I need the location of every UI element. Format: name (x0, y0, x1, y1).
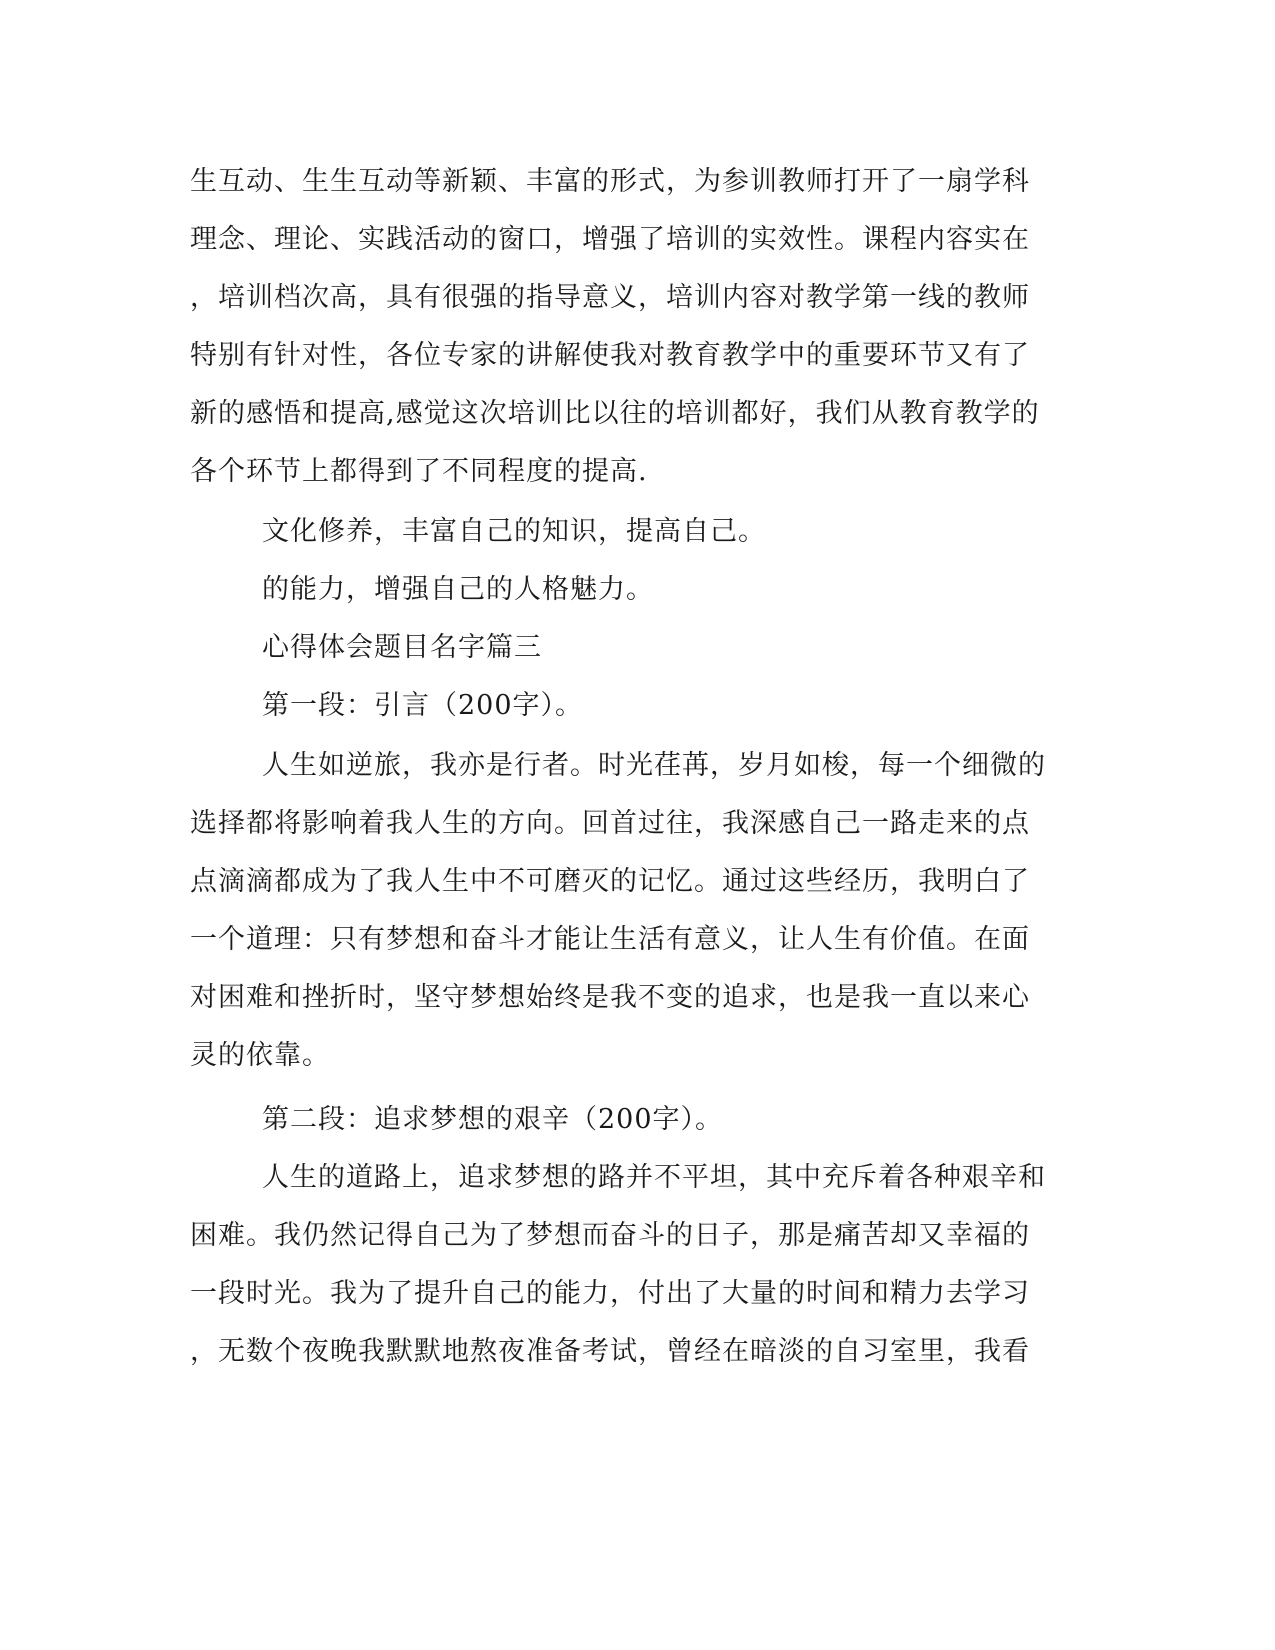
text-line: 理念、理论、实践活动的窗口，增强了培训的实效性。课程内容实在 (190, 224, 1030, 255)
text-line: 生互动、生生互动等新颖、丰富的形式，为参训教师打开了一扇学科 (190, 166, 1030, 197)
section-heading: 第一段：引言（200字）。 (262, 690, 584, 721)
text-line: ，无数个夜晚我默默地熬夜准备考试，曾经在暗淡的自习室里，我看 (190, 1336, 1030, 1367)
text-line: 一个道理：只有梦想和奋斗才能让生活有意义，让人生有价值。在面 (190, 924, 1030, 955)
text-line: 对困难和挫折时，坚守梦想始终是我不变的追求，也是我一直以来心 (190, 982, 1030, 1013)
text-line: 新的感悟和提高,感觉这次培训比以往的培训都好，我们从教育教学的 (190, 398, 1040, 429)
text-line: 特别有针对性，各位专家的讲解使我对教育教学中的重要环节又有了 (190, 340, 1030, 371)
text-line: 各个环节上都得到了不同程度的提高. (190, 456, 648, 487)
text-line: 选择都将影响着我人生的方向。回首过往，我深感自己一路走来的点 (190, 808, 1030, 839)
text-line: 灵的依靠。 (190, 1040, 330, 1071)
text-line: 困难。我仍然记得自己为了梦想而奋斗的日子，那是痛苦却又幸福的 (190, 1220, 1030, 1251)
section-heading: 第二段：追求梦想的艰辛（200字）。 (262, 1104, 724, 1135)
paragraph-start-line: 人生如逆旅，我亦是行者。时光荏苒，岁月如梭，每一个细微的 (262, 750, 1046, 781)
paragraph-start-line: 的能力，增强自己的人格魅力。 (262, 574, 654, 605)
text-line: ，培训档次高，具有很强的指导意义，培训内容对教学第一线的教师 (190, 282, 1030, 313)
paragraph-start-line: 文化修养，丰富自己的知识，提高自己。 (262, 516, 766, 547)
text-line: 点滴滴都成为了我人生中不可磨灭的记忆。通过这些经历，我明白了 (190, 866, 1030, 897)
text-line: 一段时光。我为了提升自己的能力，付出了大量的时间和精力去学习 (190, 1278, 1030, 1309)
paragraph-start-line: 人生的道路上，追求梦想的路并不平坦，其中充斥着各种艰辛和 (262, 1162, 1046, 1193)
section-heading: 心得体会题目名字篇三 (262, 632, 542, 663)
